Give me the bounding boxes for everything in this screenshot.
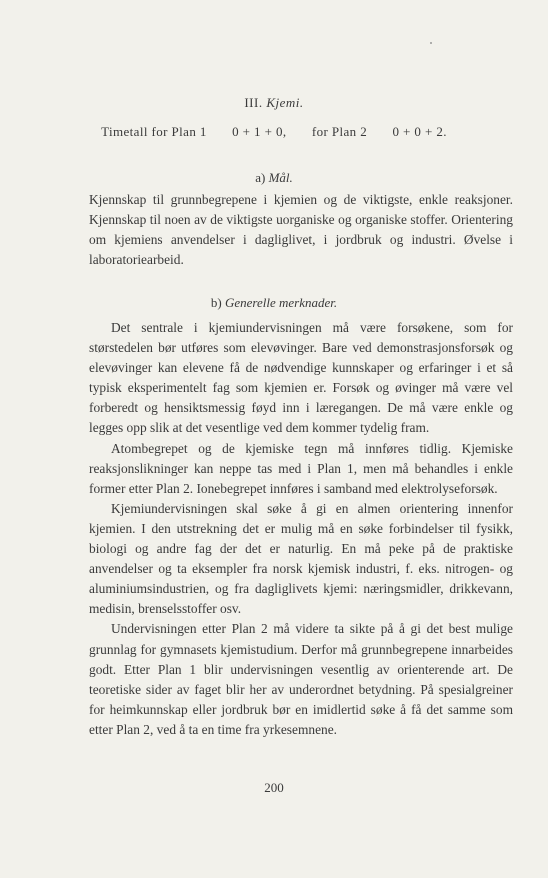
timetall-line — [0, 124, 548, 140]
section-a-body — [89, 190, 513, 270]
plan2-number: 2 — [360, 124, 368, 139]
section-b-title: Generelle merknader. — [224, 295, 338, 310]
section-b-body — [89, 318, 513, 740]
timetall-label: Timetall for Plan — [101, 124, 197, 139]
paragraph: Atombegrepet og de kjemiske tegn må innføres tidlig. Kjemiske reaksjonslikninger kan neppe tas med i Plan 1, men må behandles i enkle former etter Plan 2. Ionebegrepet innføres i samband med elektrolyseforsøk. — [89, 440, 513, 496]
section-a-title: Mål. — [268, 170, 293, 185]
heading-number: III. — [244, 95, 263, 110]
paragraph: Kjemiundervisningen skal søke å gi en almen orientering innenfor kjemien. I den utstrekning det er mulig må en søke forbindelser til fysikk, biologi og andre fag der det er naturlig. En må peke på de praktiske anvendelser og ta eksempler fra norsk kjemisk industri, f. eks. nitrogen- og aluminiumsindustrien, og fra dagliglivets kjemi: næringsmidler, drikkevann, medisin, brenselsstoffer osv. — [89, 500, 513, 617]
speck — [430, 42, 432, 44]
section-b-heading — [0, 295, 548, 311]
section-heading — [0, 95, 548, 111]
page-number: 200 — [264, 780, 284, 795]
plan1-number: 1 — [199, 124, 207, 139]
plan1-hours: 0 + 1 + 0, — [232, 124, 287, 139]
heading-subject: Kjemi. — [266, 95, 304, 110]
section-a-label: a) — [255, 170, 266, 185]
section-a-heading — [0, 170, 548, 186]
section-a-paragraph: Kjennskap til grunnbegrepene i kjemien og de viktigste, enkle reaksjoner. Kjennskap til noen av de viktigste uorganiske og organiske stoffer. Orientering om kjemiens anvendelser i dagliglivet, i jordbruk og industri. Øvelse i laboratoriearbeid. — [89, 192, 513, 268]
paragraph: Det sentrale i kjemiundervisningen må være forsøkene, som for størstedelen bør utføres som elevøvinger. Bare ved demonstrasjonsforsøk og elevøvinger kan elevene få de nødvendige kunnskaper og erfaringer i et så typisk eksperimentelt fag som kjemien er. Forsøk og øvinger må være vel forberedt og hensiktsmessig føyd inn i læregangen. De må være enkle og legges opp slik at det vesentlige ved dem kommer tydelig fram. — [89, 320, 513, 436]
paragraph: Undervisningen etter Plan 2 må videre ta sikte på å gi det best mulige grunnlag for gymnasets kjemistudium. Derfor må grunnbegrepene innarbeides godt. Etter Plan 1 blir undervisningen vesentlig av orienterende art. De teoretiske sider av faget blir her av underordnet betydning. På spesialgreiner for heimkunnskap eller jordbruk bør en imidlertid søke å få det samme som etter Plan 2, ved å ta en time fra yrkesemnene. — [89, 621, 513, 737]
plan2-hours: 0 + 0 + 2. — [392, 124, 447, 139]
section-b-label: b) — [210, 295, 222, 310]
plan2-label: for Plan — [311, 124, 357, 139]
